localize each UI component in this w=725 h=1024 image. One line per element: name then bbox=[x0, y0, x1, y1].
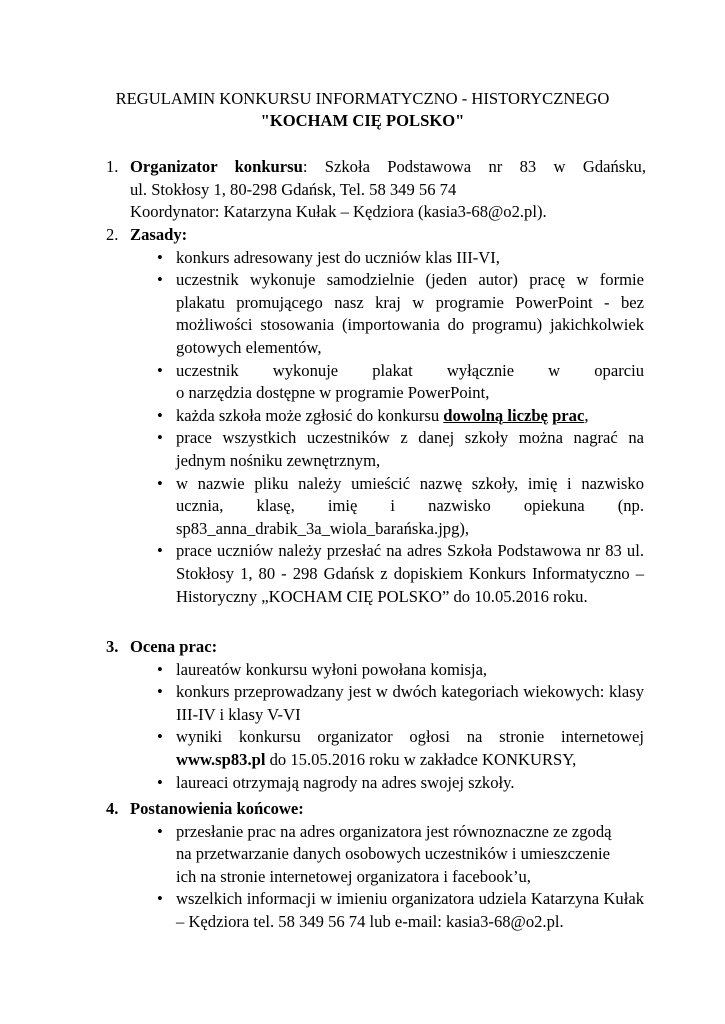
section-number: 1. bbox=[106, 157, 119, 176]
emphasis-text: dowolną liczbę bbox=[443, 405, 548, 425]
list-item-line: o narzędzia dostępne w programie PowerPoint, bbox=[176, 383, 490, 403]
list-item: • prace wszystkich uczestników z danej szkoły można nagrać na jednym nośniku zewnętrznym, bbox=[152, 427, 644, 472]
regulation-title: REGULAMIN KONKURSU INFORMATYCZNO - HISTORYCZNEGO bbox=[115, 89, 610, 108]
list-item: • laureaci otrzymają nagrody na adres swojej szkoły. bbox=[152, 772, 644, 795]
section-body bbox=[130, 636, 646, 794]
section-body bbox=[130, 224, 646, 608]
list-item: • uczestnik wykonuje samodzielnie (jeden autor) pracę w formie plakatu promującego nasz kraj w programie PowerPoint - bez możliwości stosowania (importowania do programu) jakichkolwiek gotowych elementów, bbox=[152, 269, 644, 359]
section-heading: Ocena prac: bbox=[130, 637, 218, 656]
list-item bbox=[152, 821, 644, 889]
list-item: • prace uczniów należy przesłać na adres Szkoła Podstawowa nr 83 ul. Stokłosy 1, 80 - 298 Gdańsk z dopiskiem Konkurs Informatyczno – Historyczny „KOCHAM CIĘ POLSKO” do 10.05.2016 roku. bbox=[152, 540, 644, 608]
section-body bbox=[130, 156, 646, 224]
list-item-text: każda szkoła może zgłosić do konkursu bbox=[176, 405, 444, 425]
section-heading: Zasady: bbox=[130, 225, 188, 244]
evaluation-list bbox=[152, 659, 646, 795]
section-number: 3. bbox=[106, 637, 119, 656]
list-item-text: do 15.05.2016 roku w zakładce KONKURSY, bbox=[265, 749, 577, 769]
list-item-line: • przesłanie prac na adres organizatora jest równoznaczne ze zgodą bbox=[176, 821, 612, 841]
list-item: • konkurs adresowany jest do uczniów klas III-VI, bbox=[152, 247, 644, 270]
section-number: 4. bbox=[106, 799, 119, 818]
contest-name: "KOCHAM CIĘ POLSKO" bbox=[260, 111, 465, 130]
organizer-school: : Szkoła Podstawowa nr 83 w Gdańsku, bbox=[302, 157, 646, 176]
rules-list bbox=[152, 247, 646, 609]
provisions-list bbox=[152, 821, 646, 934]
list-item: • wszelkich informacji w imieniu organizatora udziela Katarzyna Kułak – Kędziora tel. 58 349 56 74 lub e-mail: kasia3-68@o2.pl. bbox=[152, 888, 644, 933]
list-item: • w nazwie pliku należy umieścić nazwę szkoły, imię i nazwisko ucznia, klasę, imię i nazwisko opiekuna (np. sp83_anna_drabik_3a_wiola_barańska.jpg), bbox=[152, 473, 644, 541]
list-item-line: ich na stronie internetowej organizatora i facebook’u, bbox=[176, 866, 531, 886]
section-heading: Postanowienia końcowe: bbox=[130, 799, 304, 818]
coordinator-line: Koordynator: Katarzyna Kułak – Kędziora (kasia3-68@o2.pl). bbox=[130, 202, 547, 222]
website-link[interactable]: www.sp83.pl bbox=[176, 749, 266, 769]
section-number: 2. bbox=[106, 225, 119, 244]
list-item bbox=[152, 360, 644, 405]
list-item: • laureatów konkursu wyłoni powołana komisja, bbox=[152, 659, 644, 682]
section-evaluation bbox=[106, 636, 646, 794]
list-item bbox=[152, 405, 644, 428]
organizer-address: ul. Stokłosy 1, 80-298 Gdańsk, Tel. 58 349 56 74 bbox=[130, 179, 457, 199]
emphasis-text: prac bbox=[552, 405, 585, 425]
section-rules bbox=[106, 224, 646, 608]
organizer-line bbox=[130, 156, 646, 179]
section-body bbox=[130, 798, 646, 934]
list-item-line: na przetwarzanie danych osobowych uczestników i umieszczenie bbox=[176, 844, 611, 864]
list-item-text: , bbox=[584, 405, 589, 425]
section-organizer bbox=[106, 156, 646, 224]
list-item-text: wyniki konkursu organizator ogłosi na stronie internetowej bbox=[176, 727, 644, 747]
list-item: • konkurs przeprowadzany jest w dwóch kategoriach wiekowych: klasy III-IV i klasy V-VI bbox=[152, 681, 644, 726]
section-heading: Organizator konkursu bbox=[130, 157, 303, 176]
section-final-provisions bbox=[106, 798, 646, 934]
list-item-line: • uczestnik wykonuje plakat wyłącznie w oparciu bbox=[176, 360, 644, 380]
list-item bbox=[152, 726, 644, 771]
